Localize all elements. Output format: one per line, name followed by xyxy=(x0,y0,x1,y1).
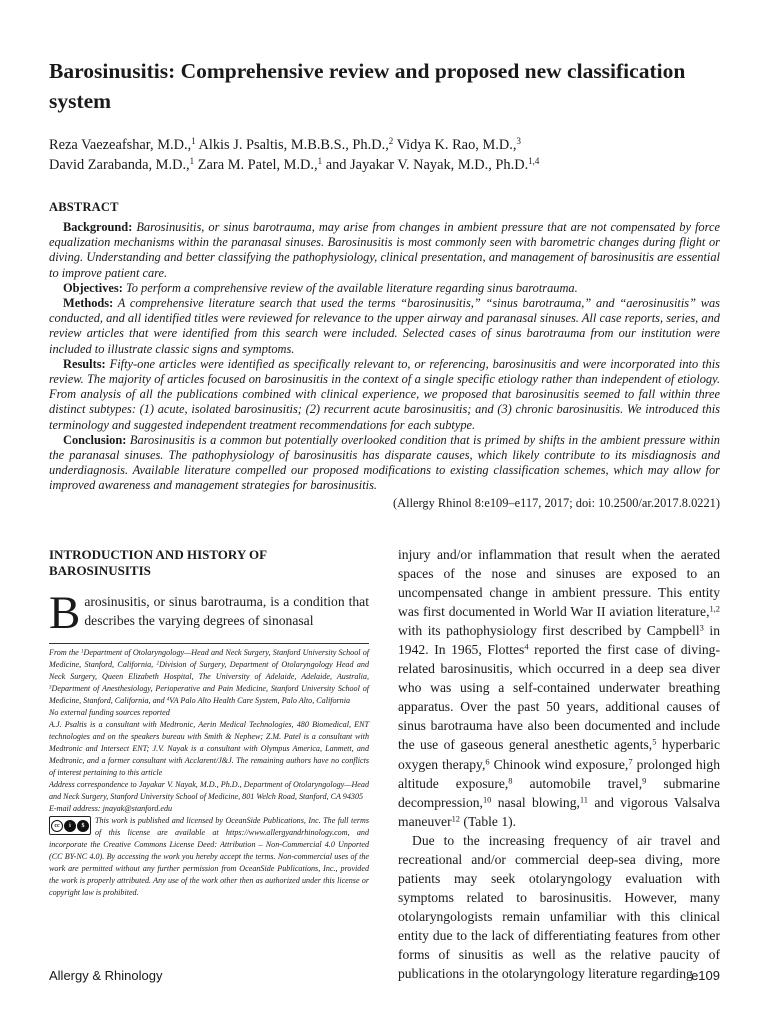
body-text: injury and/or inflammation that result when the aerated spaces of the nose and sinuses are exposed to an uncompensated change in ambient pressure. This entity was first documented in World War II aviation literature, xyxy=(398,547,720,620)
conflict-of-interest: A.J. Psaltis is a consultant with Medtronic, Aerin Medical Technologies, 480 Biomedical, ENT technologies and on the speakers bureau with Smith & Nephew; Z.M. Patel is a consultant with Medtronic and Intersect ENT; J.V. Nayak is a consultant with Olympus America, Lanmett, and Medtronic, and a former consultant with Acclarent/J&J. The remaining authors have no conflicts of interest pertaining to this article xyxy=(49,720,369,777)
reference-mark: 9 xyxy=(642,774,647,785)
body-text: (Table 1). xyxy=(460,813,517,829)
body-text: in 1942. In 1965, Flottes xyxy=(398,623,720,658)
affiliation-mark: 3 xyxy=(49,685,52,691)
reference-mark: 8 xyxy=(508,774,513,785)
body-text: prolonged high altitude exposure, xyxy=(398,756,720,791)
reference-mark: 3 xyxy=(699,622,704,633)
author-affiliation-mark: 1 xyxy=(191,136,196,147)
abstract-label: Background: xyxy=(63,220,133,234)
affiliation-text: VA Palo Alto Health Care System, Palo Alto, California xyxy=(169,696,351,705)
body-text: Chinook wind exposure, xyxy=(489,756,629,772)
affiliation-mark: 4 xyxy=(166,697,170,703)
cc-icon: cc xyxy=(51,820,63,832)
license-statement xyxy=(49,815,369,899)
affiliation-mark: 2 xyxy=(156,661,160,667)
abstract-text: Fifty-one articles were identified as specifically relevant to, or referencing, barosinusitis and were incorporated into this review. The majority of articles focused on barosinusitis in the context of a single specific etiology rather than independent of etiology. From analysis of all the publications combined with clinical experience, we proposed that barosinusitis seemed to fall within three distinct subtypes: (1) acute, isolated barosinusitis; (2) recurrent acute barosinusitis; and (3) chronic barosinusitis. We introduced this terminology and suggested independent treatment recommendations for each subtype. xyxy=(49,356,720,432)
abstract-label: Methods: xyxy=(63,296,114,311)
right-column xyxy=(398,545,720,983)
affiliation-text: Department of Anesthesiology, Perioperative and Pain Medicine, Stanford University School of Medicine, Stanford, California, and xyxy=(49,684,369,705)
left-column xyxy=(49,547,369,639)
affiliation-text: Division of Surgery, Department of Otolaryngology Head and Neck Surgery, Queen Elizabeth Hospital, The University of Adelaide, Adelaide, Australia, xyxy=(49,660,369,681)
page-number: e109 xyxy=(691,968,720,983)
non-commercial-icon: $ xyxy=(77,820,89,832)
author: Reza Vaezeafshar, M.D., xyxy=(49,137,192,153)
drop-cap: B xyxy=(49,587,81,639)
reference-mark: 7 xyxy=(628,755,633,766)
author-list xyxy=(49,136,729,175)
abstract-text: Barosinusitis, or sinus barotrauma, may arise from changes in ambient pressure that are not compensated by force equalization mechanisms within the paranasal sinuses. Barosinusitis is most commonly seen with barometric changes during flight or diving. Understanding and better classifying the pathophysiology, clinical presentation, and management of barosinusitis are essential to improve patient care. xyxy=(49,220,720,280)
abstract-results xyxy=(49,357,720,433)
affiliations-prefix: From the xyxy=(49,648,81,657)
abstract-conclusion xyxy=(49,433,720,494)
author-affiliation-mark: 1 xyxy=(317,155,323,166)
abstract-background xyxy=(49,220,720,281)
abstract-heading: ABSTRACT xyxy=(49,200,119,214)
author-affiliation-mark: 2 xyxy=(388,136,394,147)
abstract-text: To perform a comprehensive review of the available literature regarding sinus barotrauma. xyxy=(122,280,578,295)
body-text: nasal blowing, xyxy=(491,794,580,810)
author-affiliation-mark: 1 xyxy=(189,155,195,166)
body-paragraph: Due to the increasing frequency of air travel and recreational and/or commercial deep-sea diving, more patients may seek otolaryngology evaluation with symptoms related to barosinusitis. However, many otolaryngologists remain unfamiliar with this clinical entity due to the lack of differentiating features from other forms of sinusitis as well as the relative paucity of publications in the otolaryngology literature regarding xyxy=(398,832,720,982)
body-text: submarine decompression, xyxy=(398,775,720,810)
author: and Jayakar V. Nayak, M.D., Ph.D. xyxy=(325,156,529,173)
journal-name: Allergy & Rhinology xyxy=(49,968,163,983)
body-paragraph xyxy=(398,545,720,831)
reference-mark: 10 xyxy=(482,793,492,804)
citation: (Allergy Rhinol 8:e109–e117, 2017; doi: 10.2500/ar.2017.8.0221) xyxy=(393,495,720,510)
abstract-text: Barosinusitis is a common but potentially overlooked condition that is primed by shifts in the ambient pressure within the paranasal sinuses. The pathophysiology of barosinusitis has disparate causes, which likely contribute to its misdiagnosis and underdiagnosis. Available literature compelled our proposed modifications to existing classification schemes, which may allow for improved awareness and management strategies for barosinusitis. xyxy=(49,432,720,493)
abstract-label: Objectives: xyxy=(63,280,123,295)
body-text: automobile travel, xyxy=(512,775,643,791)
license-text: This work is published and licensed by OceanSide Publications, Inc. The full terms of this license are available at https://www.allergyandrhinology.com, and incorporate the Creative Commons License Deed: Attribution – Non-Commercial 4.0 Unported (CC BY-NC 4.0). By accessing the work you hereby accept the terms. Non-commercial uses of the work are permitted without any further permission from OceanSide Publications, Inc., provided the work is properly attributed. Any use of the work other then as authorized under this license or copyright law is prohibited. xyxy=(49,816,369,897)
correspondence-address: Address correspondence to Jayakar V. Nayak, M.D., Ph.D., Department of Otolaryngology—Head and Neck Surgery, Stanford University School of Medicine, 801 Welch Road, Stanford, CA 94305 xyxy=(49,780,369,801)
reference-mark: 6 xyxy=(485,755,490,766)
attribution-icon: i xyxy=(64,820,76,832)
body-text: and vigorous Valsalva maneuver xyxy=(398,794,720,829)
reference-mark: 12 xyxy=(451,813,461,824)
abstract-objectives xyxy=(49,281,720,296)
affiliation-text: Department of Otolaryngology—Head and Neck Surgery, Stanford University School of Medicine, Stanford, California, xyxy=(49,648,369,669)
article-footnote xyxy=(49,643,369,899)
author: Zara M. Patel, M.D., xyxy=(197,156,318,173)
author: Alkis J. Psaltis, M.B.B.S., Ph.D., xyxy=(198,137,389,153)
author-affiliation-mark: 1,4 xyxy=(528,155,540,166)
author: Vidya K. Rao, M.D., xyxy=(396,137,517,153)
body-text: with its pathophysiology first described by Campbell xyxy=(398,623,700,639)
intro-paragraph xyxy=(49,587,369,639)
abstract-text: A comprehensive literature search that used the terms “barosinusitis,” “sinus barotrauma,” and “aerosinusitis” was conducted, and all identified titles were reviewed for relevance to the upper airway and paranasal sinuses. All case reports, series, and review articles that were identified from this search were included. Selected cases of sinus barotrauma from our institution were included to illustrate classic signs and symptoms. xyxy=(49,296,720,356)
abstract-body xyxy=(49,220,720,511)
abstract-label: Results: xyxy=(63,356,106,371)
author: David Zarabanda, M.D., xyxy=(49,156,190,173)
section-heading: INTRODUCTION AND HISTORY OF BAROSINUSITIS xyxy=(49,547,267,578)
reference-mark: 11 xyxy=(579,793,589,804)
abstract-label: Conclusion: xyxy=(63,432,127,447)
intro-text: arosinusitis, or sinus barotrauma, is a condition that describes the varying degrees of sinonasal xyxy=(84,594,369,628)
funding-statement: No external funding sources reported xyxy=(49,708,170,717)
footnote-divider xyxy=(49,643,369,644)
author-affiliation-mark: 3 xyxy=(516,136,521,147)
affiliations xyxy=(49,647,369,707)
reference-mark: 5 xyxy=(652,736,657,747)
affiliation-mark: 1 xyxy=(80,649,84,655)
article-title: Barosinusitis: Comprehensive review and proposed new classification system xyxy=(49,59,686,113)
reference-mark: 4 xyxy=(524,641,529,652)
body-text: reported the first case of diving-related barosinusitis, which occurred in a deep sea diver who was using a self-contained underwater breathing apparatus. Over the past 50 years, additional causes of sinus barotrauma have also been documented and include the use of gaseous general anesthetic agents, xyxy=(398,642,720,753)
email-address: E-mail address: jnayak@stanford.edu xyxy=(49,804,173,813)
abstract-methods xyxy=(49,296,720,357)
reference-mark: 1,2 xyxy=(709,603,720,614)
page-footer xyxy=(49,968,720,983)
cc-by-nc-license-icon xyxy=(49,816,91,835)
body-text: hyperbaric oxygen therapy, xyxy=(398,737,720,772)
